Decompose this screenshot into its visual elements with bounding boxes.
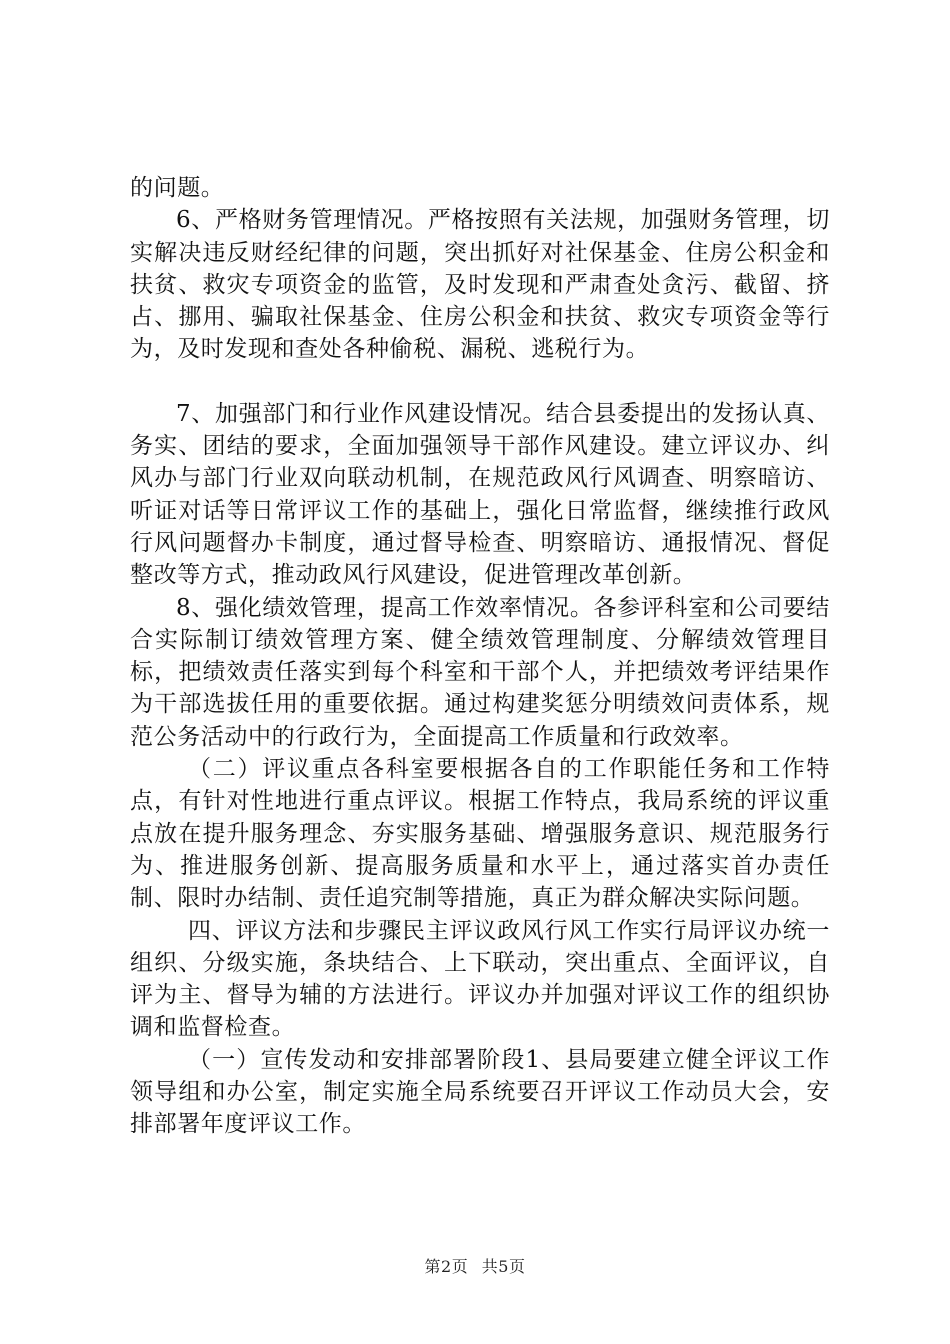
- document-body: [130, 172, 830, 1141]
- page-number: 第2页: [424, 1257, 469, 1276]
- paragraph-section-evaluation-focus: （二）评议重点各科室要根据各自的工作职能任务和工作特点，有针对性地进行重点评议。根据工作特点，我局系统的评议重点放在提升服务理念、夯实服务基础、增强服务意识、规范服务行为、推进服务创新、提高服务质量和水平上，通过落实首办责任制、限时办结制、责任追究制等措施，真正为群众解决实际问题。: [130, 756, 830, 912]
- paragraph-item-8: 8、强化绩效管理，提高工作效率情况。各参评科室和公司要结合实际制订绩效管理方案、健全绩效管理制度、分解绩效管理目标，把绩效责任落实到每个科室和干部个人，并把绩效考评结果作为干部选拔任用的重要依据。通过构建奖惩分明绩效问责体系，规范公务活动中的行政行为，全面提高工作质量和行政效率。: [130, 594, 830, 750]
- page-footer: [0, 1254, 950, 1277]
- paragraph-section-four-methods: 四、评议方法和步骤民主评议政风行风工作实行局评议办统一组织、分级实施，条块结合、上下联动，突出重点、全面评议，自评为主、督导为辅的方法进行。评议办并加强对评议工作的组织协调和监督检查。: [130, 917, 830, 1041]
- paragraph-continuation: 的问题。: [130, 175, 225, 201]
- paragraph-item-7: 7、加强部门和行业作风建设情况。结合县委提出的发扬认真、务实、团结的要求，全面加强领导干部作风建设。建立评议办、纠风办与部门行业双向联动机制，在规范政风行风调查、明察暗访、听证对话等日常评议工作的基础上，强化日常监督，继续推行政风行风问题督办卡制度，通过督导检查、明察暗访、通报情况、督促整改等方式，推动政风行风建设，促进管理改革创新。: [130, 400, 830, 589]
- page-total: 共5页: [481, 1257, 526, 1276]
- paragraph-item-6: 6、严格财务管理情况。严格按照有关法规，加强财务管理，切实解决违反财经纪律的问题，突出抓好对社保基金、住房公积金和扶贫、救灾专项资金的监管，及时发现和严肃查处贪污、截留、挤占、挪用、骗取社保基金、住房公积金和扶贫、救灾专项资金等行为，及时发现和查处各种偷税、漏税、逃税行为。: [130, 207, 830, 363]
- paragraph-section-publicity-phase: （一）宣传发动和安排部署阶段1、县局要建立健全评议工作领导组和办公室，制定实施全局系统要召开评议工作动员大会，安排部署年度评议工作。: [130, 1046, 830, 1138]
